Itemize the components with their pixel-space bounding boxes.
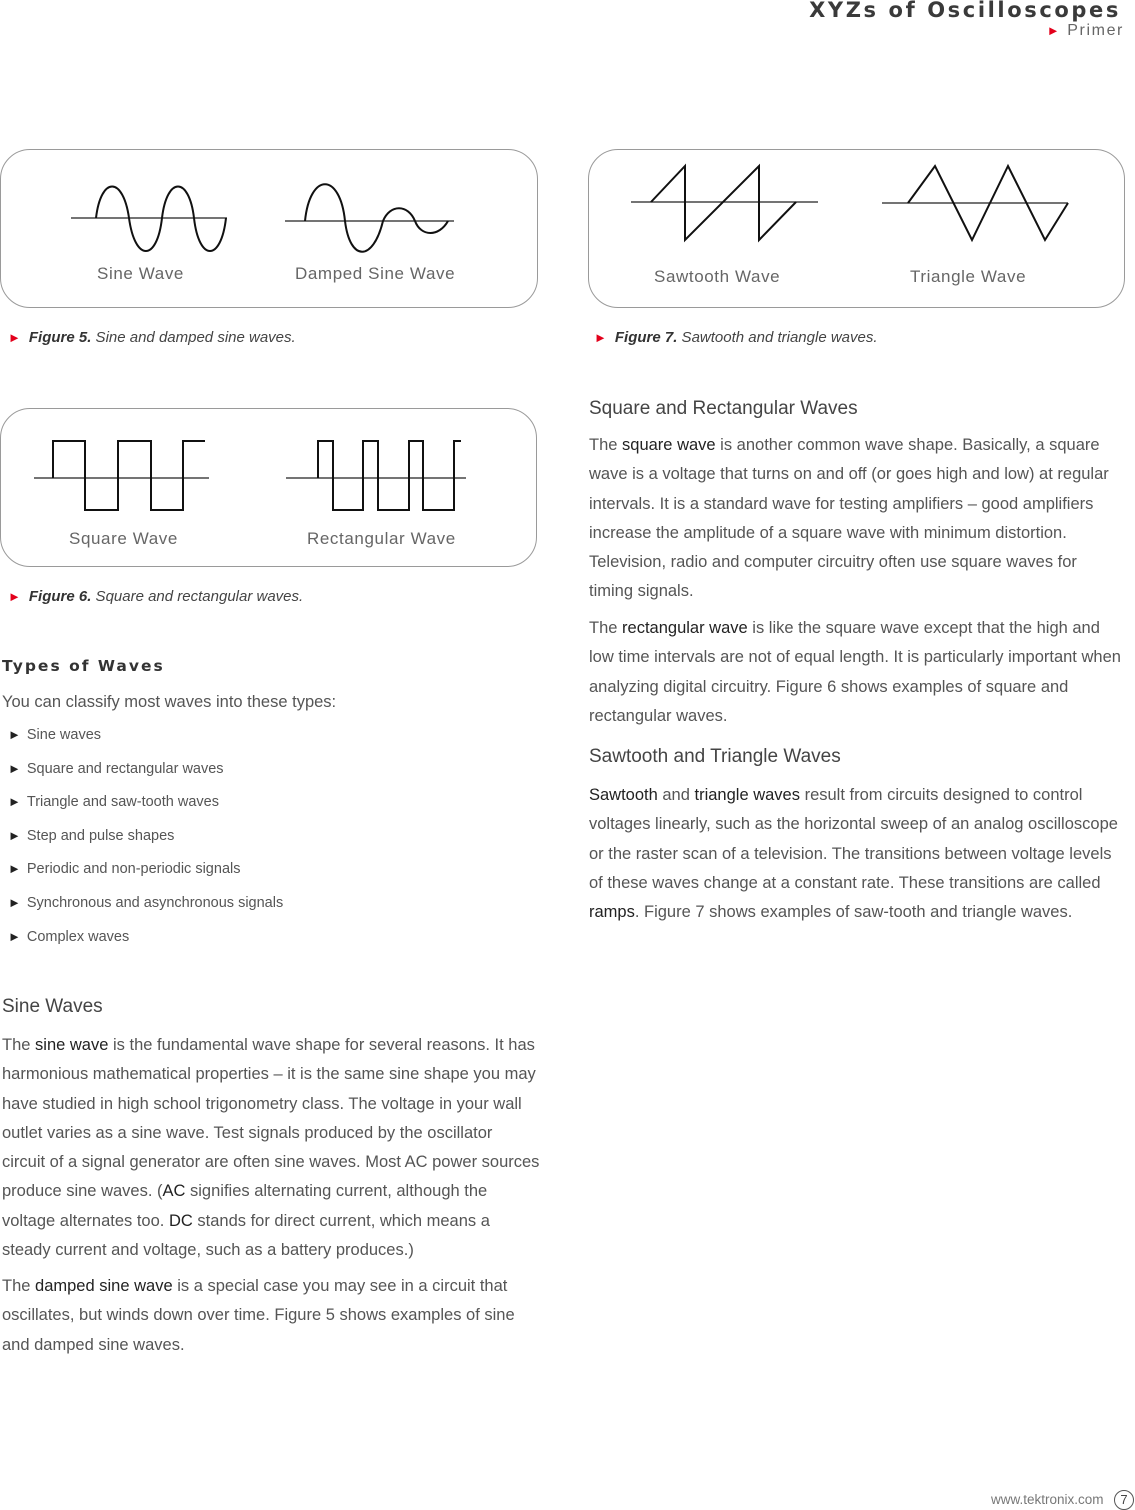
bullet-icon: ►	[8, 828, 21, 843]
types-of-waves-heading: Types of Waves	[2, 657, 165, 675]
list-item-text: Periodic and non-periodic signals	[26, 861, 241, 877]
sawtooth-paragraph: Sawtooth and triangle waves result from circuits designed to control voltages linearly, such as the horizontal sweep of an analog oscilloscope or the raster scan of a television. The transitions between voltage levels of these waves change at a constant rate. These transitions are called ramps. Figure 7 shows examples of saw-tooth and triangle waves.	[589, 786, 1118, 922]
sine-paragraph-1: The sine wave is the fundamental wave shape for several reasons. It has harmonious mathematical properties – it is the same sine shape you may have studied in high school trigonometry class. The voltage in your wall outlet varies as a sine wave. Test signals produced by the oscillator circuit of a signal generator are often sine waves. Most AC power sources produce sine waves. (AC signifies alternating current, although the voltage alternates too. DC stands for direct current, which means a steady current and voltage, such as a battery produces.)	[2, 1036, 540, 1260]
triangle-bullet-icon: ►	[8, 589, 21, 604]
figure-5-caption-text: Sine and damped sine waves.	[91, 329, 296, 346]
figure-6-number: Figure 6.	[28, 588, 92, 605]
subtitle-text: Primer	[1067, 22, 1124, 39]
sawtooth-waves-heading: Sawtooth and Triangle Waves	[589, 746, 841, 767]
list-item	[8, 727, 101, 743]
triangle-bullet-icon: ►	[594, 330, 607, 345]
triangle-wave-label: Triangle Wave	[910, 267, 1027, 286]
figure-6-caption-text: Square and rectangular waves.	[91, 588, 304, 605]
sine-waves-heading: Sine Waves	[2, 996, 103, 1017]
list-item-text: Sine waves	[26, 727, 102, 743]
bullet-icon: ►	[8, 727, 21, 742]
sine-wave-label: Sine Wave	[97, 264, 184, 283]
sine-wave-graphic	[1, 150, 539, 309]
list-item	[8, 895, 283, 911]
types-intro: You can classify most waves into these types:	[2, 693, 337, 711]
triangle-bullet-icon: ►	[1046, 23, 1062, 38]
sawtooth-wave-label: Sawtooth Wave	[654, 267, 781, 286]
page-subtitle	[1047, 22, 1124, 40]
square-wave-label: Square Wave	[69, 529, 178, 548]
figure-5-number: Figure 5.	[28, 329, 92, 346]
bullet-icon: ►	[8, 929, 21, 944]
triangle-bullet-icon: ►	[8, 330, 21, 345]
list-item	[8, 794, 219, 810]
bullet-icon: ►	[8, 761, 21, 776]
list-item	[8, 929, 129, 945]
square-waves-heading: Square and Rectangular Waves	[589, 398, 858, 419]
list-item-text: Complex waves	[26, 929, 130, 945]
figure-6-panel	[0, 408, 537, 567]
figure-5-caption	[8, 329, 296, 346]
figure-7-number: Figure 7.	[614, 329, 678, 346]
bullet-icon: ►	[8, 794, 21, 809]
list-item-text: Step and pulse shapes	[26, 828, 175, 844]
square-paragraph-2: The rectangular wave is like the square wave except that the high and low time intervals are not of equal length. It is particularly important when analyzing digital circuitry. Figure 6 shows examples of square and rectangular waves.	[589, 619, 1121, 725]
page-number: 7	[1114, 1490, 1134, 1510]
figure-6-caption	[8, 588, 303, 605]
figure-7-caption-text: Sawtooth and triangle waves.	[677, 329, 878, 346]
damped-sine-wave-label: Damped Sine Wave	[295, 264, 456, 283]
list-item-text: Square and rectangular waves	[26, 761, 224, 777]
rectangular-wave-label: Rectangular Wave	[307, 529, 456, 548]
square-paragraph-1: The square wave is another common wave shape. Basically, a square wave is a voltage that turns on and off (or goes high and low) at regular intervals. It is a standard wave for testing amplifiers – good amplifiers increase the amplitude of a square wave with minimum distortion. Television, radio and computer circuitry often use square waves for timing signals.	[589, 436, 1109, 601]
figure-7-panel	[588, 149, 1125, 308]
list-item-text: Triangle and saw-tooth waves	[26, 794, 219, 810]
sine-paragraph-2: The damped sine wave is a special case you may see in a circuit that oscillates, but winds down over time. Figure 5 shows examples of sine and damped sine waves.	[2, 1277, 515, 1354]
list-item	[8, 861, 240, 877]
footer-url[interactable]: www.tektronix.com	[991, 1492, 1104, 1507]
page-title: XYZs of Oscilloscopes	[809, 0, 1121, 22]
bullet-icon: ►	[8, 861, 21, 876]
list-item	[8, 828, 174, 844]
figure-7-caption	[594, 329, 878, 346]
list-item	[8, 761, 224, 777]
figure-5-panel	[0, 149, 538, 308]
list-item-text: Synchronous and asynchronous signals	[26, 895, 284, 911]
bullet-icon: ►	[8, 895, 21, 910]
